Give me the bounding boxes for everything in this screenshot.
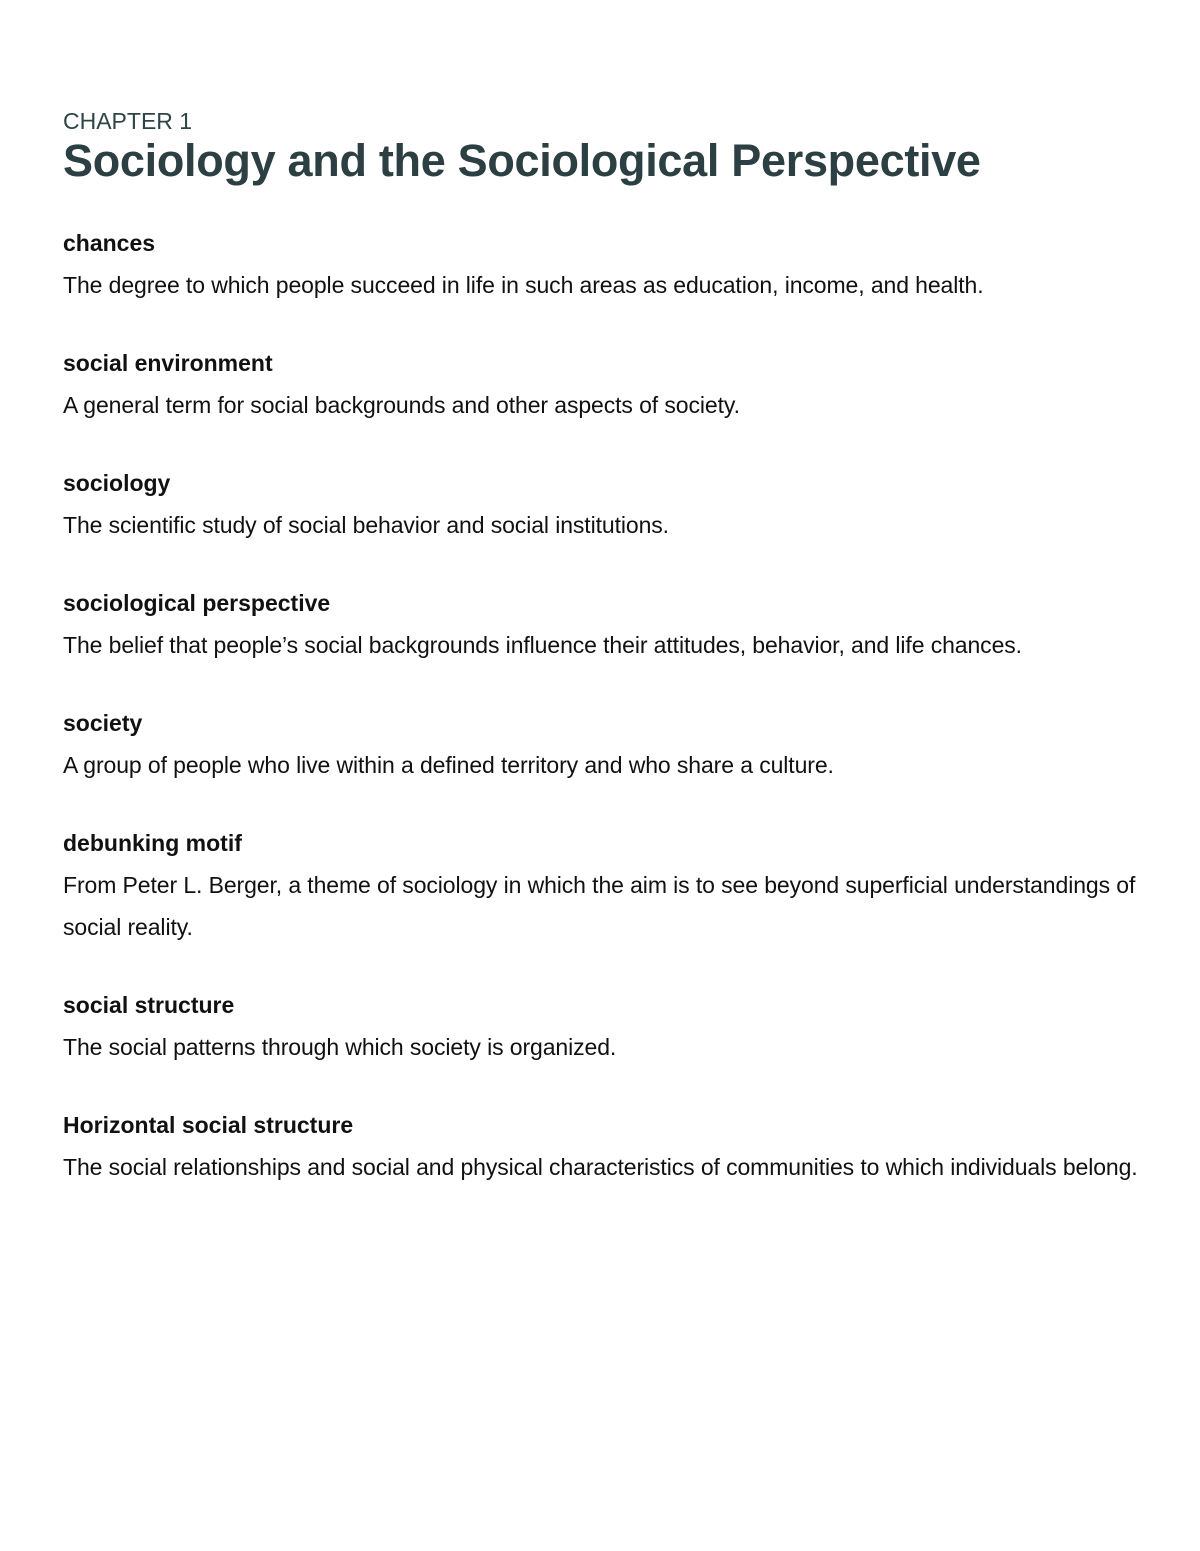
glossary-entry <box>63 826 1143 948</box>
glossary-list <box>63 226 1143 1188</box>
glossary-entry <box>63 226 1143 306</box>
glossary-entry <box>63 346 1143 426</box>
glossary-term: society <box>63 710 143 736</box>
glossary-term: social environment <box>63 350 273 376</box>
glossary-term: sociological perspective <box>63 590 331 616</box>
glossary-definition: The scientific study of social behavior and social institutions. <box>63 512 669 538</box>
document-page <box>63 106 1143 1228</box>
glossary-term: social structure <box>63 992 235 1018</box>
glossary-definition: The social patterns through which society is organized. <box>63 1034 617 1060</box>
glossary-definition: The belief that people’s social backgrounds influence their attitudes, behavior, and life chances. <box>63 632 1022 658</box>
glossary-entry <box>63 586 1143 666</box>
chapter-title: Sociology and the Sociological Perspective <box>63 135 981 186</box>
chapter-label: CHAPTER 1 <box>63 108 193 134</box>
glossary-definition: From Peter L. Berger, a theme of sociology in which the aim is to see beyond superficial understandings of social reality. <box>63 872 1136 940</box>
glossary-entry <box>63 706 1143 786</box>
glossary-term: debunking motif <box>63 830 242 856</box>
glossary-definition: The social relationships and social and physical characteristics of communities to which individuals belong. <box>63 1154 1138 1180</box>
glossary-term: Horizontal social structure <box>63 1112 354 1138</box>
glossary-entry <box>63 1108 1143 1188</box>
glossary-term: sociology <box>63 470 171 496</box>
glossary-definition: A general term for social backgrounds and other aspects of society. <box>63 392 740 418</box>
glossary-definition: A group of people who live within a defined territory and who share a culture. <box>63 752 834 778</box>
glossary-definition: The degree to which people succeed in life in such areas as education, income, and health. <box>63 272 984 298</box>
glossary-term: chances <box>63 230 156 256</box>
glossary-entry <box>63 988 1143 1068</box>
glossary-entry <box>63 466 1143 546</box>
